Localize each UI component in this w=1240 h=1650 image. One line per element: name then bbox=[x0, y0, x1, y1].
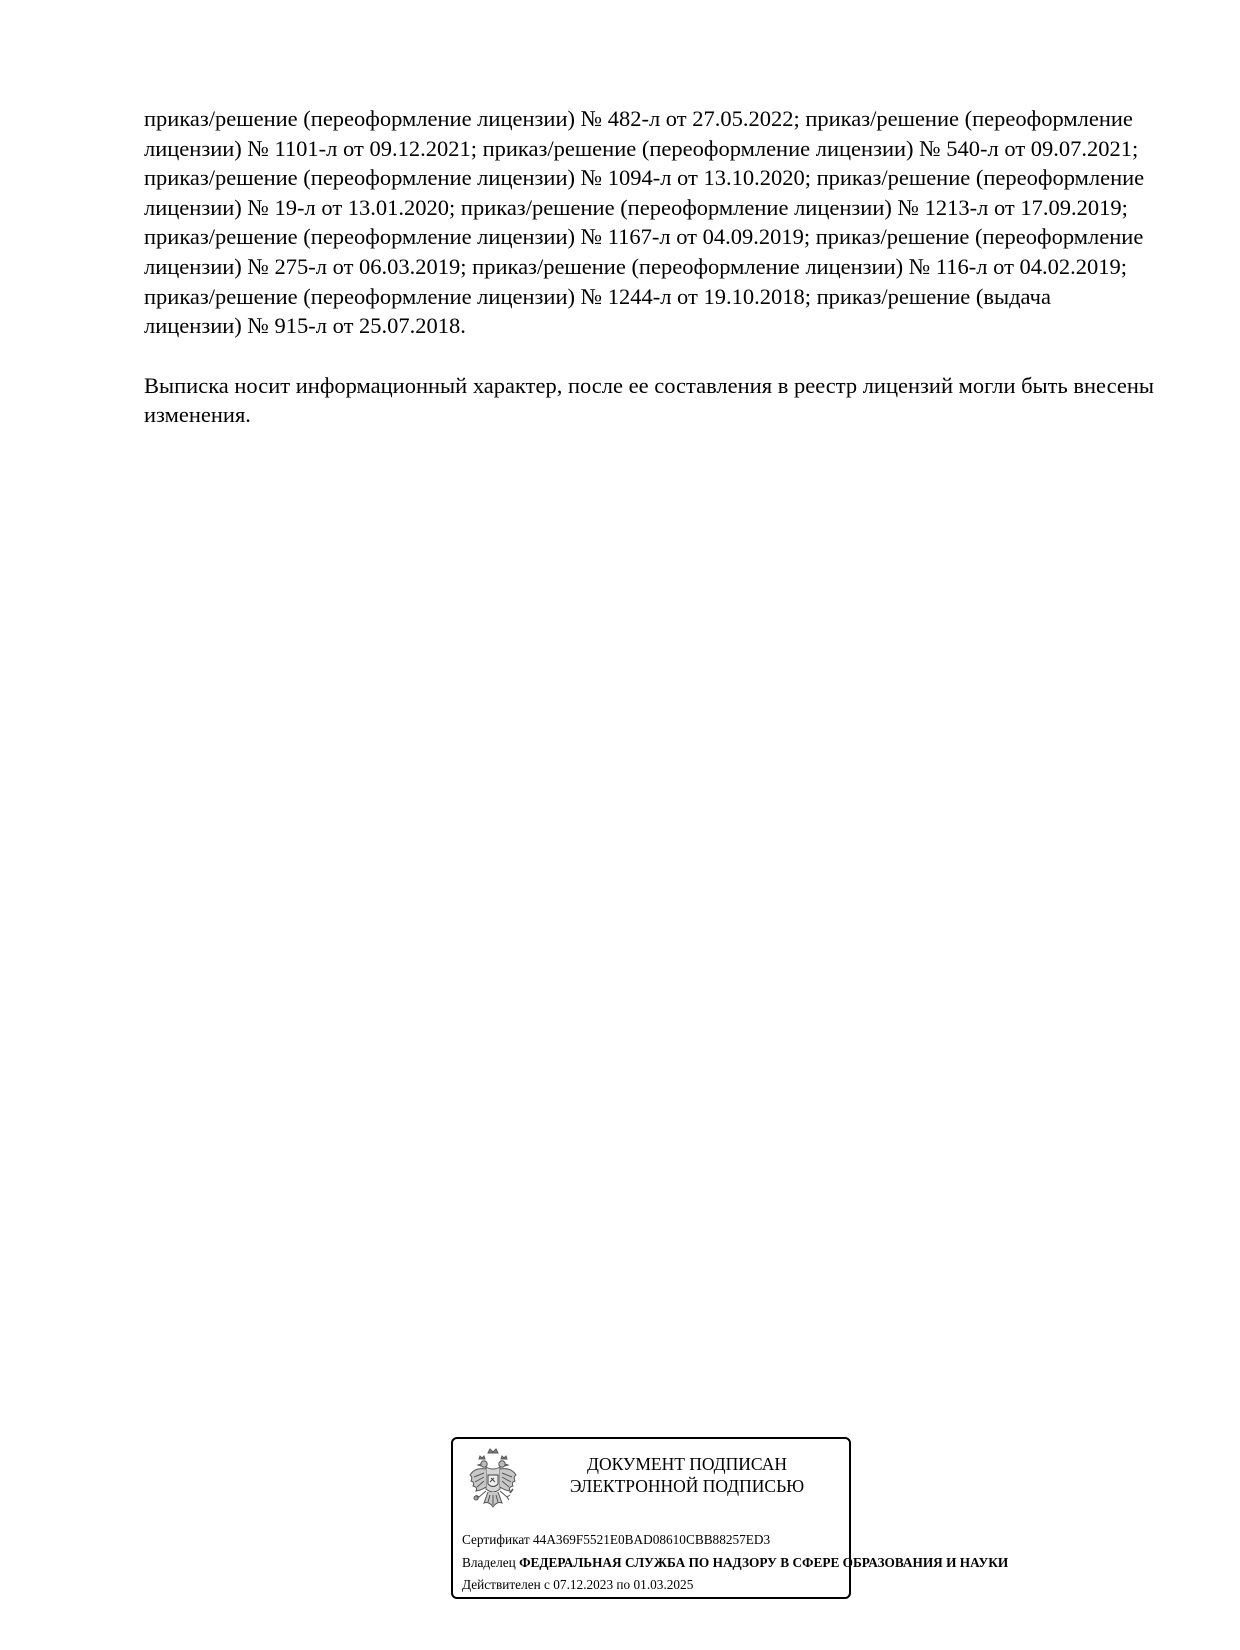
orders-history-paragraph: приказ/решение (переоформление лицензии) № 482-л от 27.05.2022; приказ/решение (переоформление лицензии) № 1101-л от 09.12.2021; приказ/решение (переоформление лицензии) № 540-л от 09.07.2021; приказ/решение (переоформление лицензии) № 1094-л от 13.10.2020; приказ/решение (переоформление лицензии) № 19-л от 13.01.2020; приказ/решение (переоформление лицензии) № 1213-л от 17.09.2019; приказ/решение (переоформление лицензии) № 1167-л от 04.09.2019; приказ/решение (переоформление лицензии) № 275-л от 06.03.2019; приказ/решение (переоформление лицензии) № 116-л от 04.02.2019; приказ/решение (переоформление лицензии) № 1244-л от 19.10.2018; приказ/решение (выдача лицензии) № 915-л от 25.07.2018. bbox=[144, 106, 1145, 339]
owner-value: ФЕДЕРАЛЬНАЯ СЛУЖБА ПО НАДЗОРУ В СФЕРЕ ОБРАЗОВАНИЯ И НАУКИ bbox=[519, 1554, 1009, 1570]
stamp-heading-line1: ДОКУМЕНТ ПОДПИСАН bbox=[587, 1454, 787, 1474]
russian-coat-of-arms-icon bbox=[467, 1447, 519, 1515]
owner-label: Владелец bbox=[462, 1554, 516, 1570]
owner-row bbox=[462, 1552, 1062, 1575]
stamp-details bbox=[462, 1529, 1062, 1597]
stamp-heading-line2: ЭЛЕКТРОННОЙ ПОДПИСЬЮ bbox=[569, 1476, 805, 1496]
stamp-heading bbox=[537, 1453, 837, 1497]
document-body bbox=[144, 104, 1154, 430]
electronic-signature-stamp bbox=[451, 1437, 1009, 1599]
certificate-value: 44A369F5521E0BAD08610CBB88257ED3 bbox=[533, 1532, 771, 1547]
validity-row: Действителен с 07.12.2023 по 01.03.2025 bbox=[462, 1577, 694, 1592]
certificate-row bbox=[462, 1529, 1062, 1552]
disclaimer-paragraph: Выписка носит информационный характер, после ее составления в реестр лицензий могли быть внесены изменения. bbox=[144, 372, 1155, 428]
certificate-label: Сертификат bbox=[462, 1532, 530, 1547]
